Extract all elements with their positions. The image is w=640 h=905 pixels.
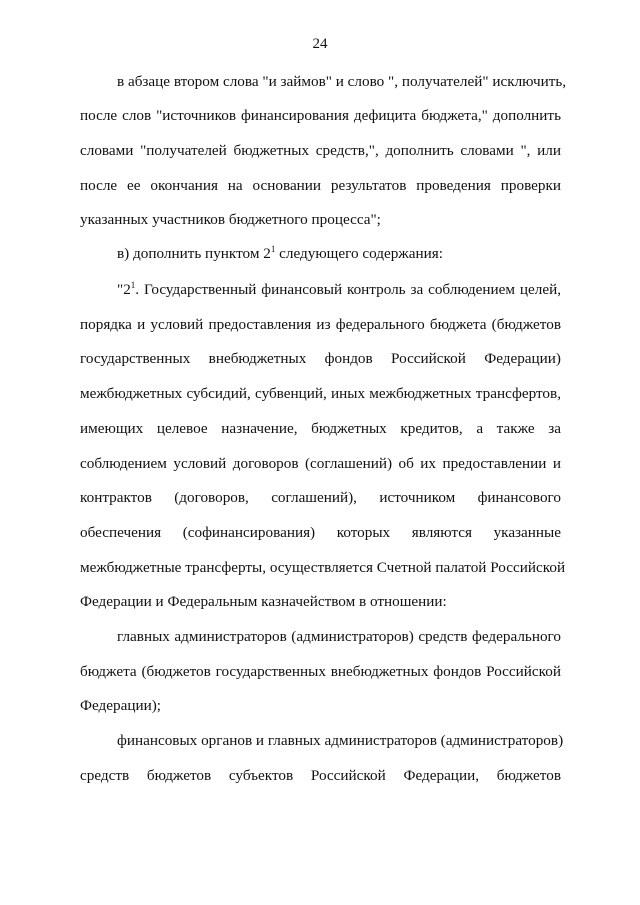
text-line-14: обеспечения (софинансирования) которых являются указанные — [80, 524, 561, 541]
text-line-16: Федерации и Федеральным казначейством в отношении: — [80, 593, 447, 610]
point-2-text: . Государственный финансовый контроль за соблюдением целей, — [135, 281, 561, 298]
text-line-13: контрактов (договоров, соглашений), источником финансового — [80, 489, 561, 506]
text-line-3: словами "получателей бюджетных средств,", дополнить словами ", или — [80, 142, 561, 159]
point-v-suffix: следующего содержания: — [279, 245, 443, 262]
text-line-12: соблюдением условий договоров (соглашений) об их предоставлении и — [80, 455, 561, 472]
text-line-15: межбюджетные трансферты, осуществляется Счетной палатой Российской — [80, 559, 566, 576]
point-v-prefix: в) дополнить пунктом 2 — [117, 245, 271, 262]
text-line-7 — [117, 281, 561, 299]
text-line-19: Федерации); — [80, 697, 162, 714]
page-number: 24 — [312, 36, 328, 52]
point-2-prefix: "2 — [117, 281, 131, 298]
text-line-20: финансовых органов и главных администраторов (администраторов) — [117, 732, 564, 749]
text-line-8: порядка и условий предоставления из федерального бюджета (бюджетов — [80, 316, 561, 333]
text-line-4: после ее окончания на основании результатов проведения проверки — [80, 177, 561, 194]
text-line-5: указанных участников бюджетного процесса"; — [80, 211, 381, 228]
text-line-17: главных администраторов (администраторов) средств федерального — [117, 628, 561, 645]
point-2-superscript: 1 — [130, 279, 136, 290]
point-v-superscript: 1 — [270, 243, 276, 254]
text-line-11: имеющих целевое назначение, бюджетных кредитов, а также за — [80, 420, 561, 437]
text-line-2: после слов "источников финансирования дефицита бюджета," дополнить — [80, 107, 561, 124]
text-line-10: межбюджетных субсидий, субвенций, иных межбюджетных трансфертов, — [80, 385, 561, 402]
text-line-18: бюджета (бюджетов государственных внебюджетных фондов Российской — [80, 663, 561, 680]
text-line-9: государственных внебюджетных фондов Российской Федерации) — [80, 350, 561, 367]
text-line-21: средств бюджетов субъектов Российской Федерации, бюджетов — [80, 767, 561, 784]
text-line-6 — [117, 245, 561, 263]
text-line-1: в абзаце втором слова "и займов" и слово ", получателей" исключить, — [117, 73, 567, 90]
